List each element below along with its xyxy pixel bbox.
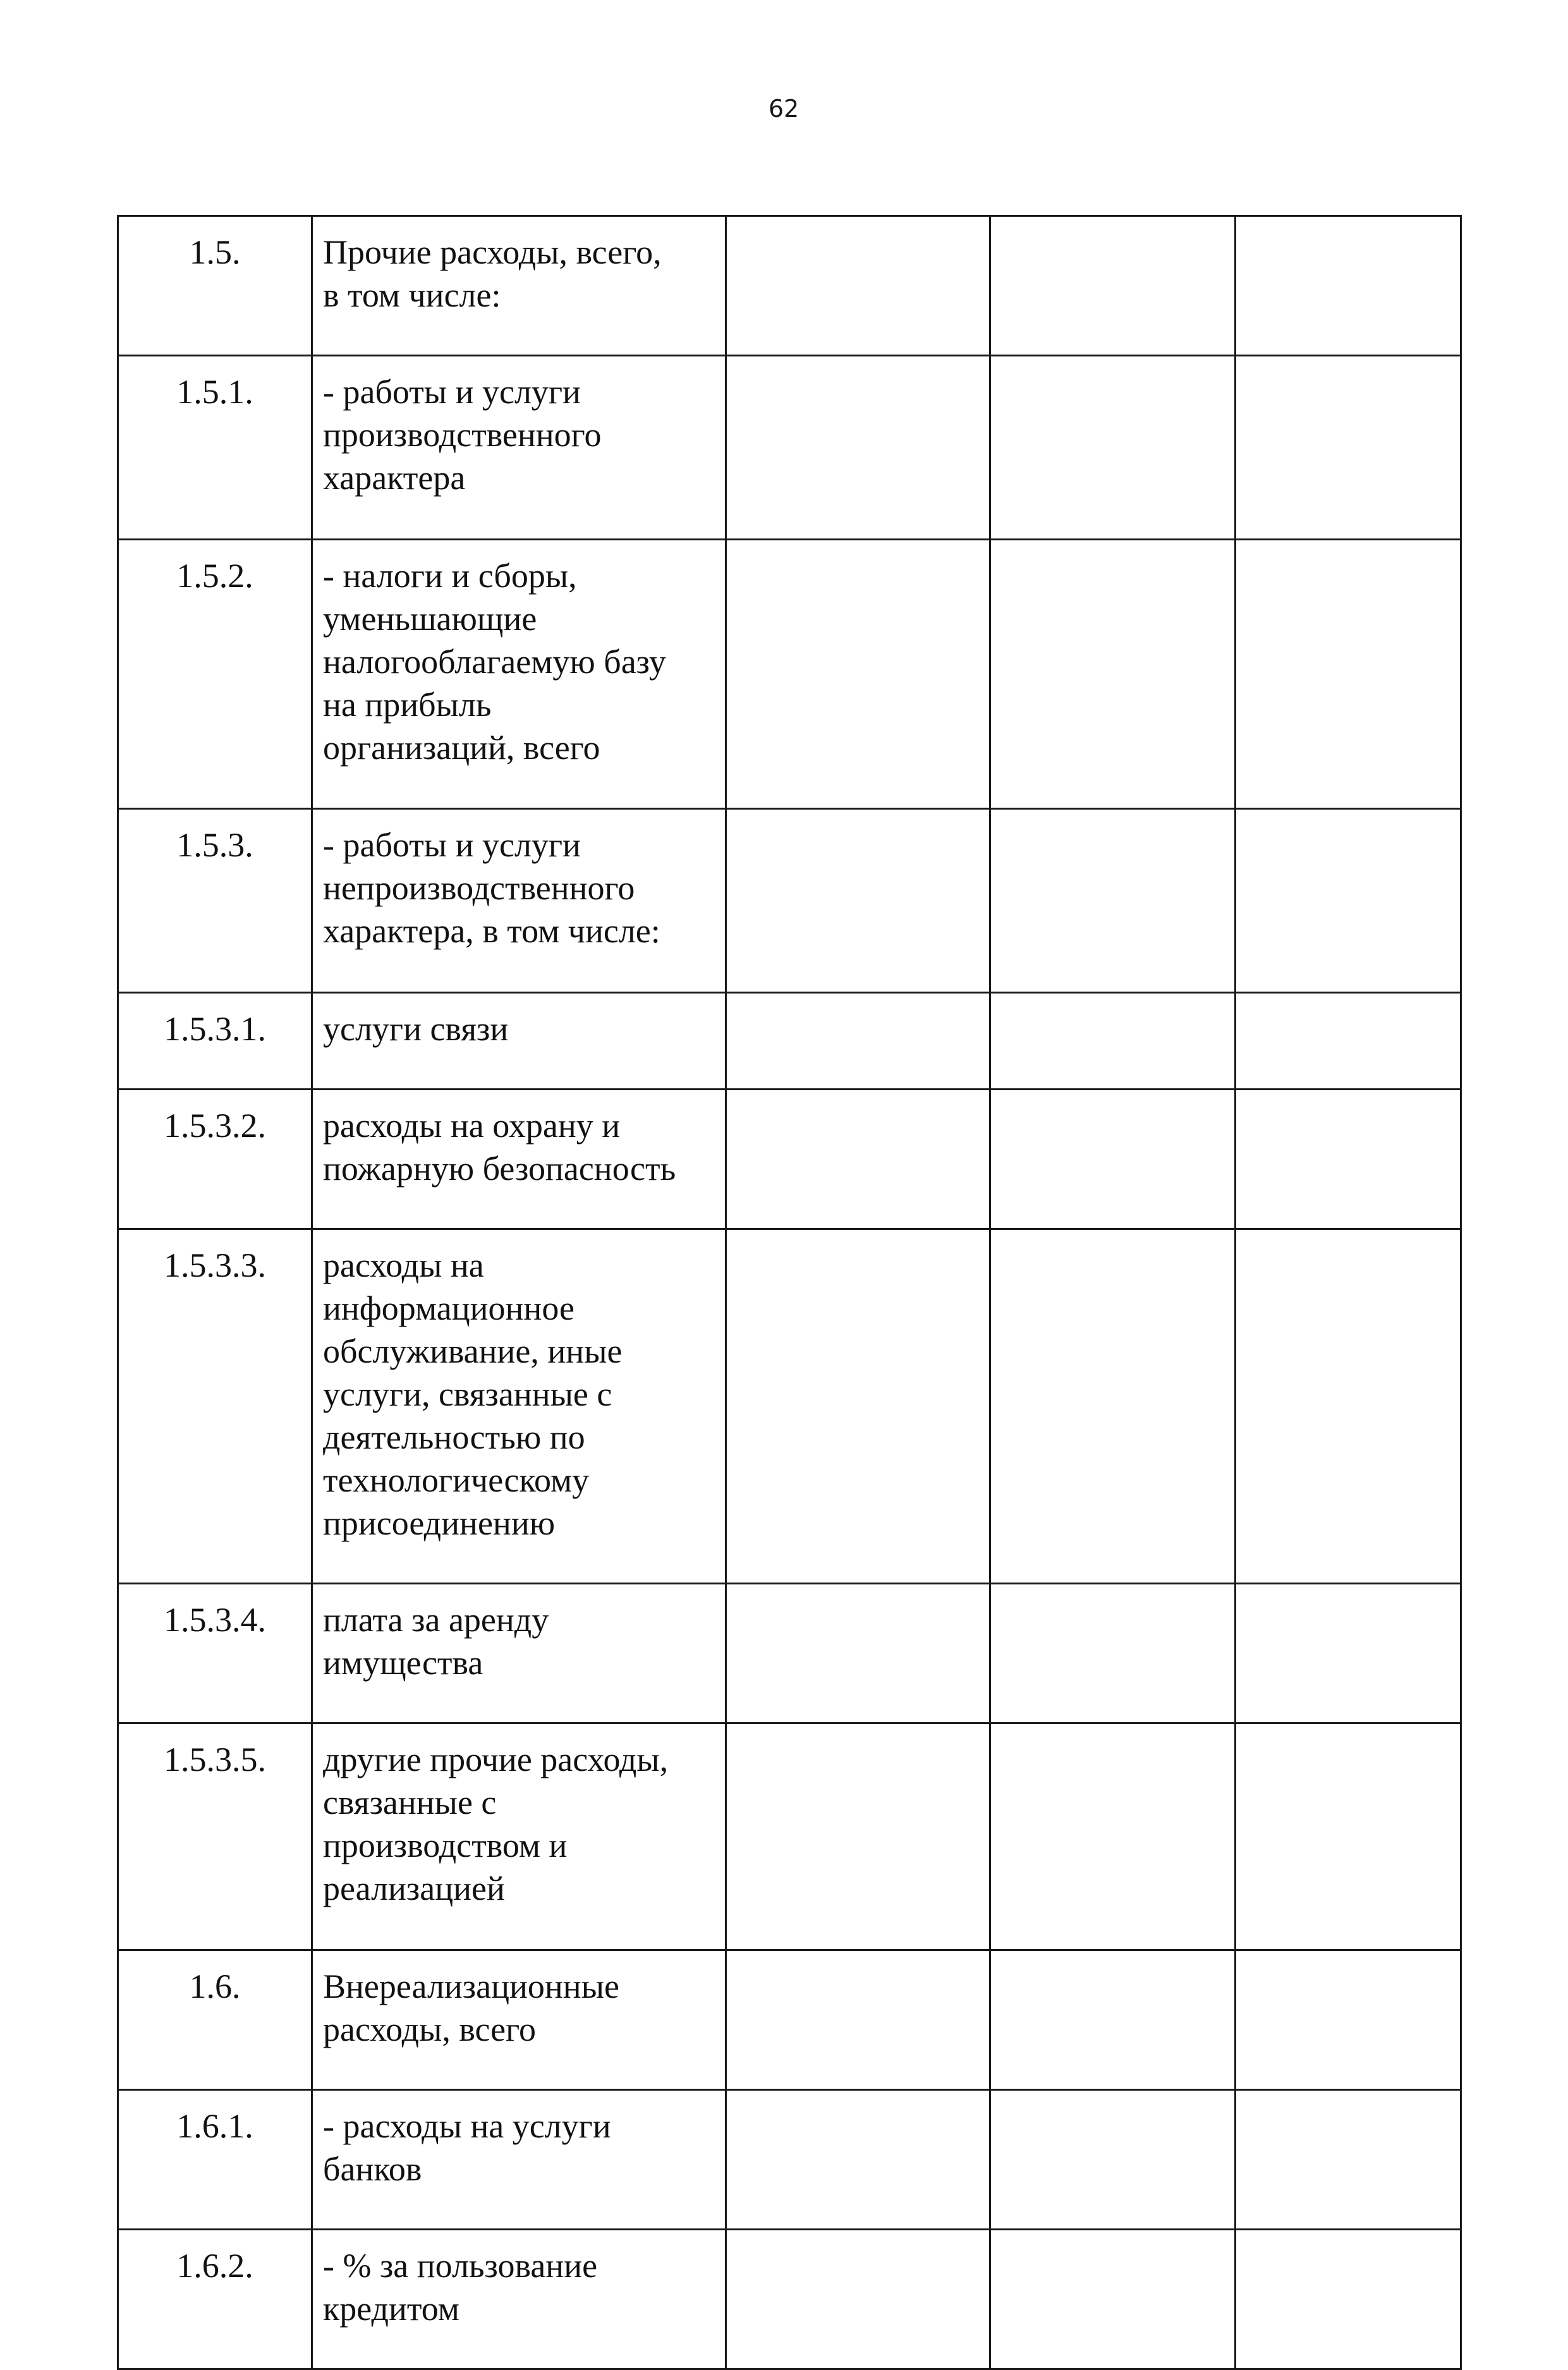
row-number: 1.5.3.1. (118, 993, 312, 1090)
row-label: - работы и услуги производственного характера (312, 356, 726, 540)
row-label: Прочие расходы, всего, в том числе: (312, 216, 726, 356)
value-cell (1236, 2230, 1461, 2369)
value-cell (1236, 1090, 1461, 1229)
value-cell (990, 1723, 1236, 1950)
value-cell (726, 1950, 990, 2090)
row-label: - расходы на услуги банков (312, 2090, 726, 2230)
value-cell (990, 809, 1236, 993)
value-cell (726, 216, 990, 356)
value-cell (1236, 1229, 1461, 1584)
value-cell (726, 993, 990, 1090)
value-cell (726, 1723, 990, 1950)
row-label: услуги связи (312, 993, 726, 1090)
table-row (118, 1229, 1461, 1584)
row-number: 1.6. (118, 1950, 312, 2090)
row-number: 1.5.3. (118, 809, 312, 993)
table-row (118, 993, 1461, 1090)
row-number: 1.5.1. (118, 356, 312, 540)
value-cell (1236, 1950, 1461, 2090)
value-cell (726, 540, 990, 809)
value-cell (1236, 1723, 1461, 1950)
value-cell (1236, 540, 1461, 809)
table-row (118, 1950, 1461, 2090)
table-row (118, 2090, 1461, 2230)
value-cell (726, 1584, 990, 1723)
row-label: Внереализационные расходы, всего (312, 1950, 726, 2090)
table-row (118, 216, 1461, 356)
value-cell (990, 1090, 1236, 1229)
row-number: 1.5.2. (118, 540, 312, 809)
value-cell (990, 993, 1236, 1090)
value-cell (990, 2230, 1236, 2369)
row-number: 1.5.3.4. (118, 1584, 312, 1723)
row-label: плата за аренду имущества (312, 1584, 726, 1723)
value-cell (1236, 356, 1461, 540)
table-row (118, 1584, 1461, 1723)
row-number: 1.5.3.3. (118, 1229, 312, 1584)
row-number: 1.5.3.2. (118, 1090, 312, 1229)
value-cell (1236, 809, 1461, 993)
row-label: расходы на охрану и пожарную безопасность (312, 1090, 726, 1229)
row-number: 1.5.3.5. (118, 1723, 312, 1950)
table-row (118, 2230, 1461, 2369)
table-row (118, 356, 1461, 540)
value-cell (726, 2090, 990, 2230)
page-number: 62 (768, 95, 799, 123)
table-row (118, 1090, 1461, 1229)
value-cell (990, 1229, 1236, 1584)
value-cell (1236, 2090, 1461, 2230)
row-number: 1.5. (118, 216, 312, 356)
row-number: 1.6.2. (118, 2230, 312, 2369)
value-cell (990, 2090, 1236, 2230)
value-cell (990, 1950, 1236, 2090)
value-cell (726, 2230, 990, 2369)
value-cell (990, 1584, 1236, 1723)
table-row (118, 1723, 1461, 1950)
value-cell (726, 809, 990, 993)
value-cell (1236, 1584, 1461, 1723)
value-cell (990, 540, 1236, 809)
value-cell (1236, 216, 1461, 356)
value-cell (1236, 993, 1461, 1090)
row-label: другие прочие расходы, связанные с производством и реализацией (312, 1723, 726, 1950)
value-cell (726, 1229, 990, 1584)
value-cell (726, 356, 990, 540)
row-label: - % за пользование кредитом (312, 2230, 726, 2369)
row-label: - налоги и сборы, уменьшающие налогооблагаемую базу на прибыль организаций, всего (312, 540, 726, 809)
table-row (118, 809, 1461, 993)
value-cell (726, 1090, 990, 1229)
row-label: - работы и услуги непроизводственного характера, в том числе: (312, 809, 726, 993)
row-label: расходы на информационное обслуживание, иные услуги, связанные с деятельностью по технологическому присоединению (312, 1229, 726, 1584)
row-number: 1.6.1. (118, 2090, 312, 2230)
expense-table (117, 215, 1462, 2370)
table-row (118, 540, 1461, 809)
value-cell (990, 356, 1236, 540)
value-cell (990, 216, 1236, 356)
